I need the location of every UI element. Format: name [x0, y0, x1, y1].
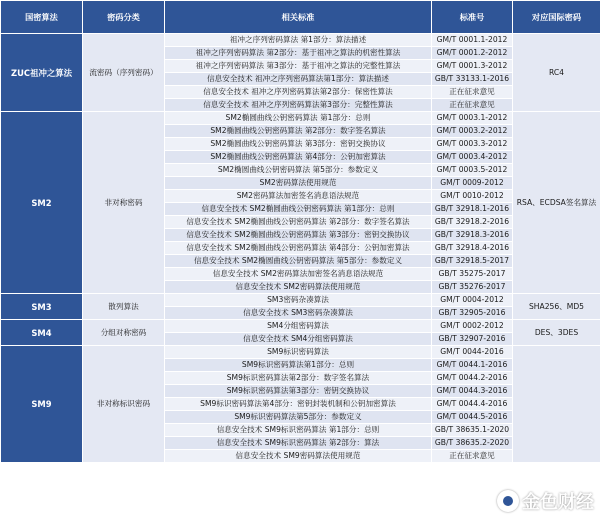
standard-cell: 信息安全技术 祖冲之序列密码算法第3部分：完整性算法	[165, 99, 432, 112]
standard-cell: 信息安全技术 SM2椭圆曲线公钥密码算法 第1部分：总则	[165, 203, 432, 216]
standard-cell: 信息安全技术 SM2椭圆曲线公钥密码算法 第2部分：数字签名算法	[165, 216, 432, 229]
standard-number-cell: 正在征求意见	[432, 99, 513, 112]
standard-number-cell: GM/T 0003.1-2012	[432, 112, 513, 125]
standard-cell: 祖冲之序列密码算法 第2部分：基于祖冲之算法的机密性算法	[165, 47, 432, 60]
standard-number-cell: GB/T 35275-2017	[432, 268, 513, 281]
standard-cell: 信息安全技术 SM9标识密码算法 第1部分：总则	[165, 424, 432, 437]
standard-cell: SM2椭圆曲线公钥密码算法 第2部分：数字签名算法	[165, 125, 432, 138]
standard-cell: SM3密码杂凑算法	[165, 294, 432, 307]
standard-cell: SM9标识密码算法第1部分：总则	[165, 359, 432, 372]
standard-number-cell: GB/T 35276-2017	[432, 281, 513, 294]
international-cell: RC4	[513, 34, 600, 112]
header-algorithm: 国密算法	[1, 1, 83, 34]
standard-number-cell: GM/T 0001.2-2012	[432, 47, 513, 60]
table-row	[1, 34, 600, 47]
standard-number-cell: GM/T 0009-2012	[432, 177, 513, 190]
international-cell: SHA256、MD5	[513, 294, 600, 320]
standard-number-cell: GM/T 0004-2012	[432, 294, 513, 307]
standard-cell: 信息安全技术 SM9标识密码算法 第2部分：算法	[165, 437, 432, 450]
standard-cell: 信息安全技术 SM2椭圆曲线公钥密码算法 第4部分：公钥加密算法	[165, 242, 432, 255]
standard-cell: SM9标识密码算法第2部分：数字签名算法	[165, 372, 432, 385]
standard-number-cell: GM/T 0044.5-2016	[432, 411, 513, 424]
standard-number-cell: GM/T 0044.4-2016	[432, 398, 513, 411]
standard-cell: SM9标识密码算法第5部分：参数定义	[165, 411, 432, 424]
table-row	[1, 320, 600, 333]
standard-cell: 信息安全技术 SM2密码算法使用规范	[165, 281, 432, 294]
category-cell: 非对称标识密码	[83, 346, 165, 463]
standard-cell: 信息安全技术 SM3密码杂凑算法	[165, 307, 432, 320]
international-cell	[513, 346, 600, 463]
standard-number-cell: 正在征求意见	[432, 450, 513, 463]
table-row	[1, 294, 600, 307]
standard-cell: SM2椭圆曲线公钥密码算法 第5部分：参数定义	[165, 164, 432, 177]
category-cell: 非对称密码	[83, 112, 165, 294]
standard-cell: 祖冲之序列密码算法 第1部分：算法描述	[165, 34, 432, 47]
standard-number-cell: GB/T 32905-2016	[432, 307, 513, 320]
standard-number-cell: GM/T 0003.5-2012	[432, 164, 513, 177]
table-row	[1, 112, 600, 125]
standard-cell: 信息安全技术 SM9密码算法使用规范	[165, 450, 432, 463]
standard-cell: 信息安全技术 SM2椭圆曲线公钥密码算法 第3部分：密钥交换协议	[165, 229, 432, 242]
international-cell: RSA、ECDSA签名算法	[513, 112, 600, 294]
category-cell: 流密码（序列密码）	[83, 34, 165, 112]
standard-cell: 信息安全技术 SM2椭圆曲线公钥密码算法 第5部分：参数定义	[165, 255, 432, 268]
standard-number-cell: GM/T 0002-2012	[432, 320, 513, 333]
standard-cell: 信息安全技术 SM4分组密码算法	[165, 333, 432, 346]
header-international: 对应国际密码	[513, 1, 600, 34]
standard-number-cell: GM/T 0003.3-2012	[432, 138, 513, 151]
standard-number-cell: GM/T 0003.4-2012	[432, 151, 513, 164]
header-standard: 相关标准	[165, 1, 432, 34]
algorithm-cell: SM3	[1, 294, 83, 320]
standard-number-cell: GB/T 32918.4-2016	[432, 242, 513, 255]
standard-number-cell: GB/T 33133.1-2016	[432, 73, 513, 86]
standard-cell: SM2密码算法使用规范	[165, 177, 432, 190]
standard-number-cell: GB/T 32918.3-2016	[432, 229, 513, 242]
standard-cell: 信息安全技术 祖冲之序列密码算法第1部分：算法描述	[165, 73, 432, 86]
standard-number-cell: GM/T 0044-2016	[432, 346, 513, 359]
standard-cell: SM9标识密码算法第4部分：密钥封装机制和公钥加密算法	[165, 398, 432, 411]
header-category: 密码分类	[83, 1, 165, 34]
standard-cell: SM2椭圆曲线公钥密码算法 第1部分：总则	[165, 112, 432, 125]
standard-cell: SM2椭圆曲线公钥密码算法 第4部分：公钥加密算法	[165, 151, 432, 164]
standard-cell: SM9标识密码算法	[165, 346, 432, 359]
jinse-logo-icon	[497, 490, 519, 512]
standard-cell: 信息安全技术 祖冲之序列密码算法第2部分：保密性算法	[165, 86, 432, 99]
standard-number-cell: GB/T 32918.2-2016	[432, 216, 513, 229]
standard-number-cell: GM/T 0044.1-2016	[432, 359, 513, 372]
standard-number-cell: GB/T 38635.2-2020	[432, 437, 513, 450]
standard-cell: SM2密码算法加密签名消息语法规范	[165, 190, 432, 203]
algorithm-cell: SM9	[1, 346, 83, 463]
standard-cell: 祖冲之序列密码算法 第3部分：基于祖冲之算法的完整性算法	[165, 60, 432, 73]
algorithm-cell: ZUC祖冲之算法	[1, 34, 83, 112]
standard-number-cell: GB/T 32918.1-2016	[432, 203, 513, 216]
standard-cell: SM2椭圆曲线公钥密码算法 第3部分：密钥交换协议	[165, 138, 432, 151]
category-cell: 分组对称密码	[83, 320, 165, 346]
standard-cell: SM9标识密码算法第3部分：密钥交换协议	[165, 385, 432, 398]
header-number: 标准号	[432, 1, 513, 34]
header-row	[1, 1, 600, 34]
international-cell: DES、3DES	[513, 320, 600, 346]
standard-number-cell: 正在征求意见	[432, 86, 513, 99]
standard-number-cell: GM/T 0044.2-2016	[432, 372, 513, 385]
standard-number-cell: GM/T 0044.3-2016	[432, 385, 513, 398]
standard-number-cell: GB/T 38635.1-2020	[432, 424, 513, 437]
table-body	[1, 34, 600, 463]
standard-number-cell: GM/T 0010-2012	[432, 190, 513, 203]
watermark-text: 金色财经	[522, 492, 594, 513]
standard-cell: 信息安全技术 SM2密码算法加密签名消息语法规范	[165, 268, 432, 281]
category-cell: 散列算法	[83, 294, 165, 320]
standard-number-cell: GM/T 0001.3-2012	[432, 60, 513, 73]
standard-number-cell: GM/T 0003.2-2012	[432, 125, 513, 138]
algorithm-cell: SM2	[1, 112, 83, 294]
algorithm-cell: SM4	[1, 320, 83, 346]
standard-cell: SM4分组密码算法	[165, 320, 432, 333]
standard-number-cell: GM/T 0001.1-2012	[432, 34, 513, 47]
watermark	[497, 488, 594, 514]
standard-number-cell: GB/T 32907-2016	[432, 333, 513, 346]
standard-number-cell: GB/T 32918.5-2017	[432, 255, 513, 268]
table-row	[1, 346, 600, 359]
